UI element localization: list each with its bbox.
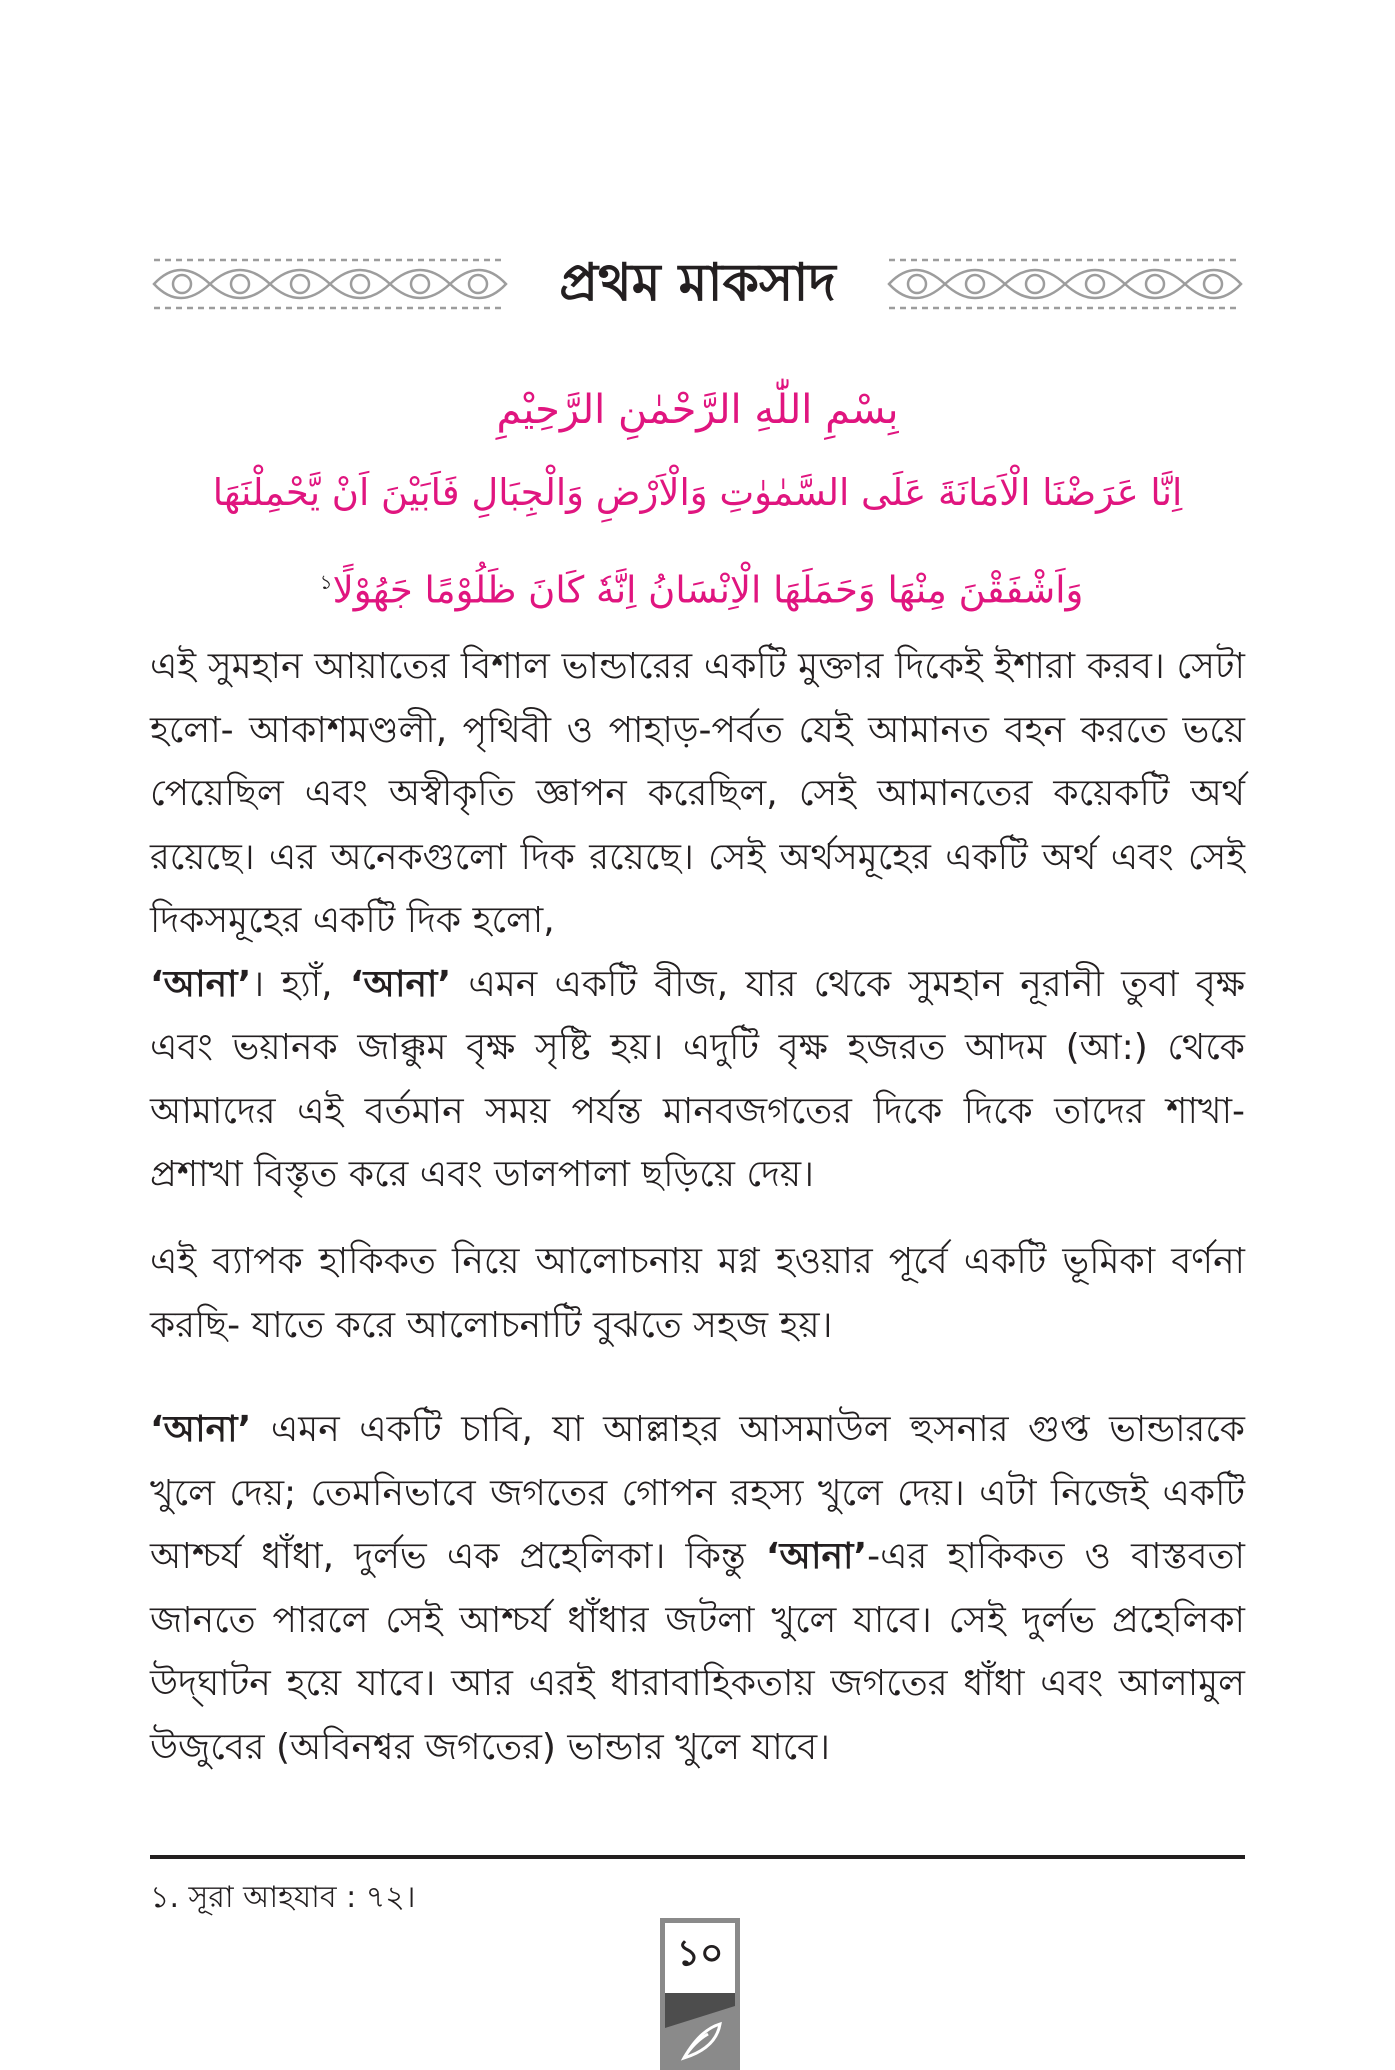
quran-ayah-line-2: [150, 545, 1245, 620]
footnote-divider: [150, 1855, 1245, 1859]
right-ornament-border: [885, 252, 1245, 316]
bismillah: بِسْمِ اللّٰهِ الرَّحْمٰنِ الرَّحِيْمِ: [496, 387, 899, 433]
paragraph-1-text: এই সুমহান আয়াতের বিশাল ভান্ডারের একটি মুক্তার দিকেই ইশারা করব। সেটা হলো- আকাশমণ্ডলী, পৃথিবী ও পাহাড়-পর্বত যেই আমানত বহন করতে ভয়ে পেয়েছিল এবং অস্বীকৃতি জ্ঞাপন করেছিল, সেই আমানতের কয়েকটি অর্থ রয়েছে। এর অনেকগুলো দিক রয়েছে। সেই অর্থসমূহের একটি অর্থ এবং সেই দিকসমূহের একটি দিক হলো,: [150, 646, 1245, 941]
paragraph-3: [150, 1398, 1245, 1779]
paragraph-2-text: এই ব্যাপক হাকিকত নিয়ে আলোচনায় মগ্ন হওয়ার পূর্বে একটি ভূমিকা বর্ণনা করছি- যাতে করে আলোচনাটি বুঝতে সহজ হয়।: [150, 1241, 1245, 1346]
paragraph-1: [150, 635, 1245, 1207]
paragraph-1-end: এমন একটি বীজ, যার থেকে সুমহান নূরানী তুবা বৃক্ষ এবং ভয়ানক জাক্কুম বৃক্ষ সৃষ্টি হয়। এদুটি বৃক্ষ হজরত আদম (আ:) থেকে আমাদের এই বর্তমান সময় পর্যন্ত মানবজগতের দিকে দিকে তাদের শাখা-প্রশাখা বিস্তৃত করে এবং ডালপালা ছড়িয়ে দেয়।: [150, 963, 1245, 1195]
ana-term: ‘আনা’: [150, 963, 252, 1005]
ana-term: ‘আনা’: [349, 963, 452, 1005]
page-number: ১০: [676, 1933, 724, 1974]
chapter-title: প্রথম মাকসাদ: [559, 253, 836, 313]
footnote-marker: ১: [319, 570, 333, 594]
footnote: ১. সূরা আহযাব : ৭২।: [150, 1880, 416, 1915]
left-ornament-border: [150, 252, 510, 316]
ana-term: ‘আনা’: [150, 1409, 252, 1450]
paragraph-1-mid: । হ্যাঁ,: [251, 963, 333, 1005]
paragraph-3-text-b: -এর হাকিকত ও বাস্তবতা জানতে পারলে সেই আশ্চর্য ধাঁধার জটলা খুলে যাবে। সেই দুর্লভ প্রহেলিকা উদ্‌ঘাটন হয়ে যাবে। আর এরই ধারাবাহিকতায় জগতের ধাঁধা এবং আলামুল উজুবের (অবিনশ্বর জগতের) ভান্ডার খুলে যাবে।: [150, 1536, 1245, 1768]
quran-ayah-line-2-text: وَاَشْفَقْنَ مِنْهَا وَحَمَلَهَا الْاِنْسَانُ اِنَّهٗ كَانَ ظَلُوْمًا جَهُوْلًا: [332, 568, 1084, 612]
paragraph-2: [150, 1230, 1245, 1357]
quran-ayah-line-1: اِنَّا عَرَضْنَا الْاَمَانَةَ عَلَى السَّمٰوٰتِ وَالْاَرْضِ وَالْجِبَالِ فَاَبَيْنَ اَنْ يَّحْمِلْنَهَا: [212, 471, 1183, 514]
paragraph-3-text-a: এমন একটি চাবি, যা আল্লাহর আসমাউল হুসনার গুপ্ত ভান্ডারকে খুলে দেয়; তেমনিভাবে জগতের গোপন রহস্য খুলে দেয়। এটা নিজেই একটি আশ্চর্য ধাঁধা, দুর্লভ এক প্রহেলিকা। কিন্তু: [150, 1409, 1245, 1577]
ana-term: ‘আনা’: [765, 1536, 868, 1577]
chapter-heading: [150, 238, 1245, 328]
